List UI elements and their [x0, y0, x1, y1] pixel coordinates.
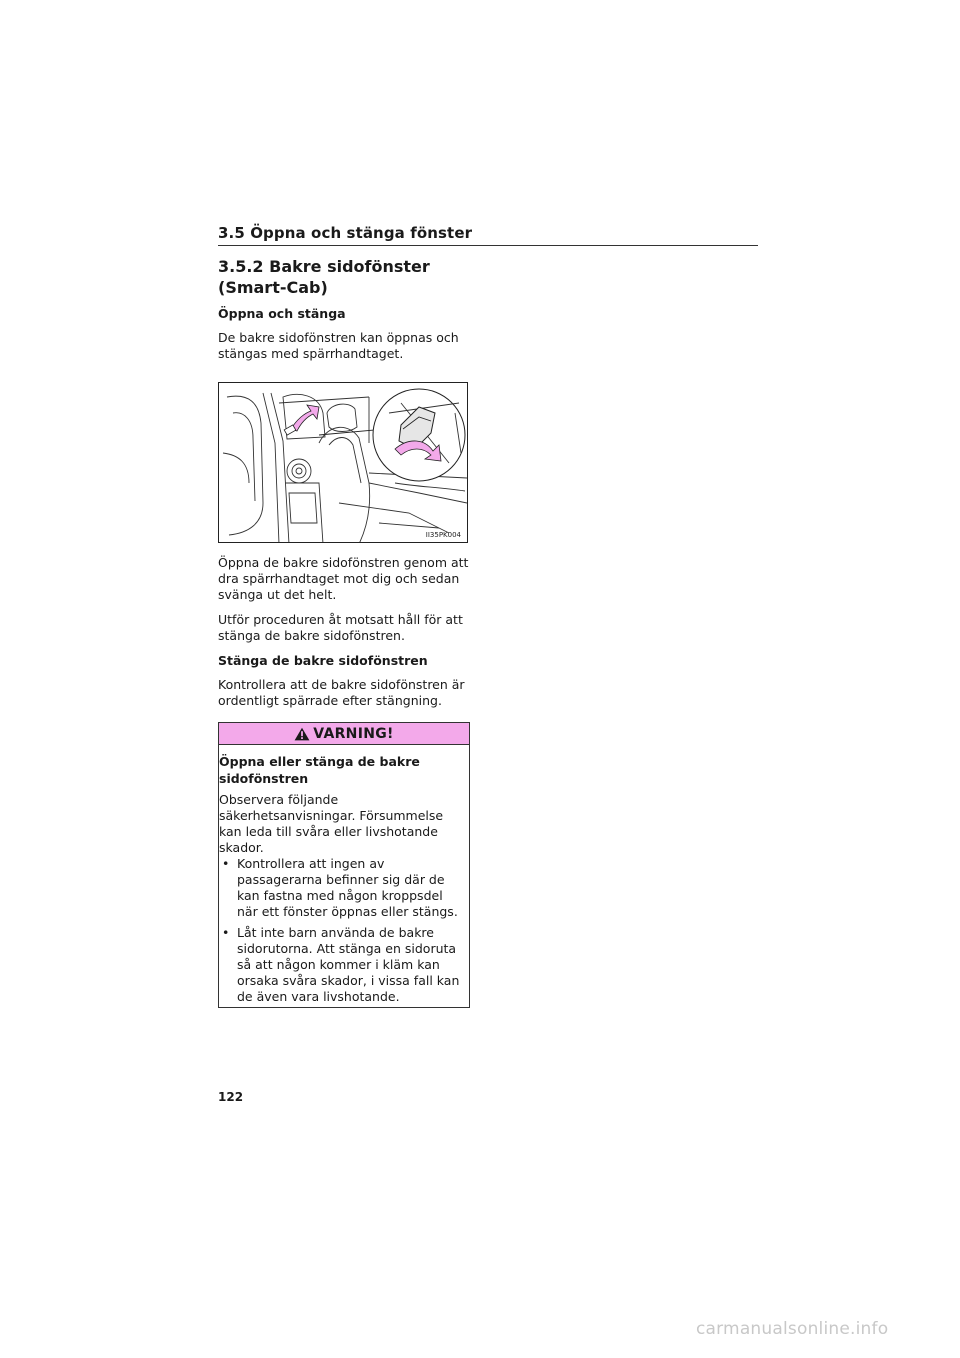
section-title [218, 256, 478, 298]
warning-box [218, 722, 470, 1008]
header-divider [218, 245, 758, 246]
section-title-line1: 3.5.2 Bakre sidofönster [218, 257, 430, 276]
warning-content [219, 745, 469, 1005]
bullet-dot: • [222, 856, 230, 871]
close-instruction: Utför proceduren åt motsatt håll för att stänga de bakre sidofönstren. [218, 612, 463, 643]
warning-triangle-icon [294, 727, 310, 741]
watermark: carmanualsonline.info [696, 1319, 889, 1339]
warning-header [219, 723, 469, 745]
warning-heading: Öppna eller stänga de bakre sidofönstren [219, 754, 420, 786]
open-close-heading: Öppna och stänga [218, 306, 346, 321]
bullet-dot: • [222, 925, 230, 940]
closing-text: Kontrollera att de bakre sidofönstren är ordentligt spärrade efter stängning. [218, 677, 465, 708]
warning-bullet-text: Kontrollera att ingen av passagerarna befinner sig där de kan fastna med någon kroppsdel när ett fönster öppnas eller stängs. [237, 856, 458, 919]
rear-window-illustration [218, 382, 468, 543]
open-close-block [218, 305, 470, 362]
open-instruction: Öppna de bakre sidofönstren genom att dra spärrhandtaget mot dig och sedan svänga ut det helt. [218, 555, 469, 602]
warning-bullet [219, 925, 463, 1005]
warning-bullet [219, 856, 463, 920]
section-title-line2: (Smart-Cab) [218, 278, 328, 297]
chapter-header: 3.5 Öppna och stänga fönster [218, 224, 473, 242]
figure-code: II35PK004 [425, 531, 461, 539]
warning-label: VARNING! [313, 725, 394, 742]
page-number: 122 [218, 1090, 244, 1104]
warning-intro: Observera följande säkerhetsanvisningar. Försummelse kan leda till svåra eller livshotande skador. [219, 792, 444, 855]
open-close-intro: De bakre sidofönstren kan öppnas och stängas med spärrhandtaget. [218, 330, 459, 361]
warning-bullet-text: Låt inte barn använda de bakre sidorutorna. Att stänga en sidoruta så att någon kommer i kläm kan orsaka svåra skador, i vissa fall kan de även vara livshotande. [237, 925, 460, 1004]
instructions-block [218, 555, 470, 709]
illustration-drawing [219, 383, 468, 543]
closing-heading: Stänga de bakre sidofönstren [218, 653, 428, 668]
